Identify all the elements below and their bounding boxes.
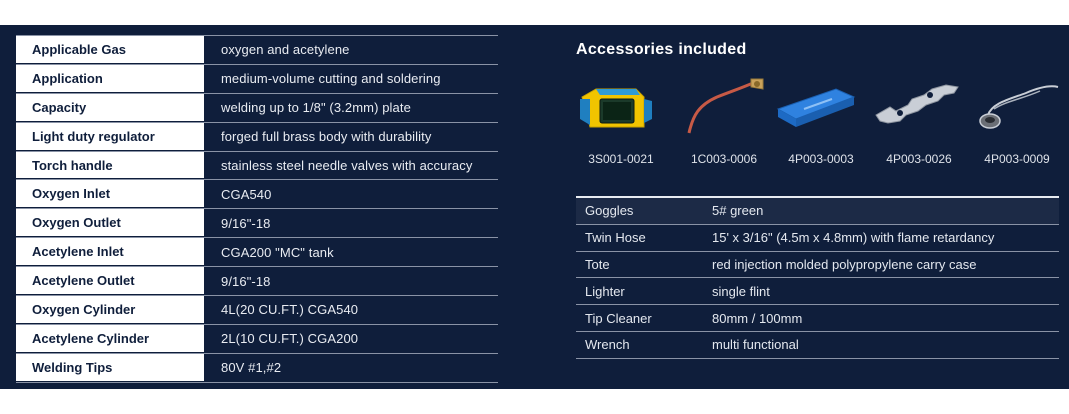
accessory-row bbox=[576, 278, 1059, 305]
spec-label: Acetylene Outlet bbox=[16, 267, 204, 295]
spec-value: CGA540 bbox=[221, 186, 272, 202]
accessories-table bbox=[576, 196, 1059, 359]
spec-value: CGA200 "MC" tank bbox=[221, 244, 334, 260]
accessories-gallery bbox=[574, 75, 1064, 175]
spec-label: Applicable Gas bbox=[16, 36, 204, 64]
spec-row bbox=[16, 325, 498, 354]
accessory-code: 1C003-0006 bbox=[690, 152, 758, 166]
spec-label: Oxygen Outlet bbox=[16, 209, 204, 237]
spec-value: 80V #1,#2 bbox=[221, 360, 282, 376]
accessory-value: red injection molded polypropylene carry case bbox=[712, 256, 977, 272]
accessory-label: Goggles bbox=[585, 203, 634, 219]
spec-row bbox=[16, 267, 498, 296]
tip-cleaner-icon bbox=[970, 75, 1064, 137]
accessory-row bbox=[576, 198, 1059, 225]
spec-row bbox=[16, 180, 498, 209]
spec-label: Application bbox=[16, 65, 204, 93]
accessories-title: Accessories included bbox=[576, 41, 747, 58]
spec-row bbox=[16, 94, 498, 123]
spec-row bbox=[16, 296, 498, 325]
spec-value: stainless steel needle valves with accuracy bbox=[221, 158, 473, 173]
product-spec-panel bbox=[0, 25, 1069, 389]
tote-icon bbox=[774, 75, 868, 137]
accessory-code: 4P003-0009 bbox=[984, 152, 1050, 166]
spec-value: oxygen and acetylene bbox=[221, 42, 350, 58]
accessory-item-wrench bbox=[872, 75, 966, 175]
spec-row bbox=[16, 152, 498, 181]
accessory-value: multi functional bbox=[712, 337, 799, 353]
spec-row bbox=[16, 123, 498, 152]
spec-row bbox=[16, 36, 498, 65]
spec-value: 9/16"-18 bbox=[221, 273, 271, 289]
spec-label: Light duty regulator bbox=[16, 123, 204, 151]
accessory-row bbox=[576, 332, 1059, 359]
accessory-row bbox=[576, 252, 1059, 279]
accessory-value: 5# green bbox=[712, 203, 764, 219]
spec-label: Acetylene Inlet bbox=[16, 238, 204, 266]
spec-label: Oxygen Cylinder bbox=[16, 296, 204, 324]
spec-label: Capacity bbox=[16, 94, 204, 122]
accessory-item-tip-cleaner bbox=[970, 75, 1064, 175]
accessory-item-tote bbox=[774, 75, 868, 175]
spec-label: Oxygen Inlet bbox=[16, 180, 204, 208]
spec-value: medium-volume cutting and soldering bbox=[221, 71, 441, 87]
accessory-code: 4P003-0026 bbox=[886, 152, 952, 166]
wrench-icon bbox=[872, 75, 966, 137]
spec-value: 2L(10 CU.FT.) CGA200 bbox=[221, 331, 359, 347]
accessory-label: Wrench bbox=[585, 337, 630, 353]
spec-row bbox=[16, 238, 498, 267]
spec-label: Welding Tips bbox=[16, 354, 204, 382]
twin-hose-icon bbox=[677, 75, 771, 137]
goggles-icon bbox=[574, 75, 668, 137]
spec-value: 9/16"-18 bbox=[221, 215, 271, 231]
accessory-item-twin-hose bbox=[677, 75, 771, 175]
spec-value: 4L(20 CU.FT.) CGA540 bbox=[221, 302, 359, 318]
accessory-row bbox=[576, 305, 1059, 332]
spec-row bbox=[16, 209, 498, 238]
accessory-value: 80mm / 100mm bbox=[712, 310, 803, 326]
accessory-label: Tip Cleaner bbox=[585, 310, 652, 326]
spec-label: Acetylene Cylinder bbox=[16, 325, 204, 353]
accessory-value: single flint bbox=[712, 283, 770, 299]
accessory-row bbox=[576, 225, 1059, 252]
accessory-value: 15' x 3/16" (4.5m x 4.8mm) with flame retardancy bbox=[712, 230, 995, 246]
spec-label: Torch handle bbox=[16, 152, 204, 180]
accessory-item-goggles bbox=[574, 75, 668, 175]
spec-value: welding up to 1/8" (3.2mm) plate bbox=[221, 100, 411, 116]
spec-row bbox=[16, 354, 498, 383]
accessory-label: Lighter bbox=[585, 283, 625, 299]
spec-value: forged full brass body with durability bbox=[221, 129, 432, 145]
accessory-code: 3S001-0021 bbox=[588, 152, 654, 166]
accessory-code: 4P003-0003 bbox=[788, 152, 854, 166]
spec-table bbox=[16, 35, 498, 383]
spec-row bbox=[16, 65, 498, 94]
accessory-label: Tote bbox=[585, 256, 610, 272]
accessory-label: Twin Hose bbox=[585, 230, 646, 246]
